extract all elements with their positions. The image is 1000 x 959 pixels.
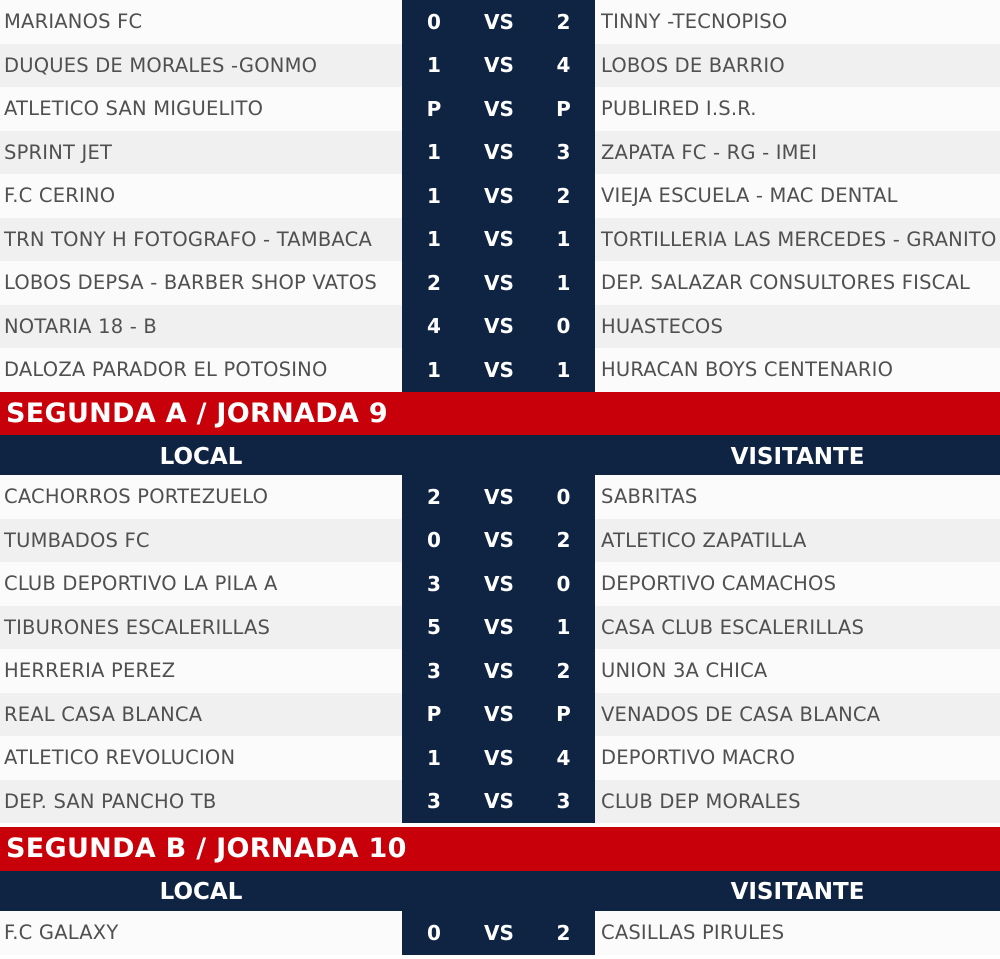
home-score: 1	[427, 745, 441, 770]
home-score: 1	[427, 140, 441, 165]
away-score: 2	[556, 920, 571, 945]
vs-label: VS	[484, 571, 514, 596]
match-row	[0, 261, 1000, 305]
score-block	[402, 174, 595, 218]
home-team: REAL CASA BLANCA	[0, 693, 402, 737]
score-block	[402, 44, 595, 88]
away-score: 4	[556, 745, 571, 770]
away-score: 4	[556, 53, 571, 78]
home-team: TUMBADOS FC	[0, 519, 402, 563]
match-row	[0, 736, 1000, 780]
away-score: 1	[556, 227, 571, 252]
home-score: 0	[427, 528, 441, 553]
score-block	[402, 305, 595, 349]
vs-label: VS	[484, 140, 514, 165]
score-block	[402, 261, 595, 305]
away-team: CASILLAS PIRULES	[595, 911, 1000, 955]
score-block	[402, 911, 595, 955]
vs-label: VS	[484, 314, 514, 339]
home-team: F.C CERINO	[0, 174, 402, 218]
home-team: SPRINT JET	[0, 131, 402, 175]
local-header: LOCAL	[159, 443, 243, 470]
match-row	[0, 131, 1000, 175]
away-team: HURACAN BOYS CENTENARIO	[595, 348, 1000, 392]
home-team: DUQUES DE MORALES -GONMO	[0, 44, 402, 88]
home-score: 1	[427, 357, 441, 382]
column-header	[0, 435, 1000, 479]
home-team: TIBURONES ESCALERILLAS	[0, 606, 402, 650]
away-team: TINNY -TECNOPISO	[595, 0, 1000, 44]
away-team: PUBLIRED I.S.R.	[595, 87, 1000, 131]
away-team: CLUB DEP MORALES	[595, 780, 1000, 824]
home-team: DEP. SAN PANCHO TB	[0, 780, 402, 824]
vs-label: VS	[484, 357, 514, 382]
home-team: CACHORROS PORTEZUELO	[0, 475, 402, 519]
match-row	[0, 0, 1000, 44]
away-team: UNION 3A CHICA	[595, 649, 1000, 693]
away-score: 2	[556, 658, 571, 683]
away-score: 3	[556, 789, 571, 814]
vs-label: VS	[484, 702, 514, 727]
away-team: LOBOS DE BARRIO	[595, 44, 1000, 88]
vs-label: VS	[484, 920, 514, 945]
vs-label: VS	[484, 615, 514, 640]
away-score: 1	[556, 615, 571, 640]
visitor-header: VISITANTE	[730, 879, 865, 906]
home-score: 0	[427, 920, 441, 945]
away-team: VIEJA ESCUELA - MAC DENTAL	[595, 174, 1000, 218]
away-team: TORTILLERIA LAS MERCEDES - GRANITO	[595, 218, 1000, 262]
home-score: 3	[427, 571, 441, 596]
score-block	[402, 562, 595, 606]
vs-label: VS	[484, 227, 514, 252]
vs-label: VS	[484, 9, 514, 34]
away-team: CASA CLUB ESCALERILLAS	[595, 606, 1000, 650]
local-header: LOCAL	[159, 879, 243, 906]
away-team: ZAPATA FC - RG - IMEI	[595, 131, 1000, 175]
score-block	[402, 649, 595, 693]
away-team: DEPORTIVO CAMACHOS	[595, 562, 1000, 606]
away-score: 1	[556, 357, 571, 382]
match-row	[0, 780, 1000, 824]
vs-label: VS	[484, 96, 514, 121]
home-score: 5	[427, 615, 441, 640]
away-score: 2	[556, 9, 571, 34]
column-header	[0, 871, 1000, 915]
score-block	[402, 693, 595, 737]
match-row	[0, 218, 1000, 262]
vs-label: VS	[484, 484, 514, 509]
vs-label: VS	[484, 789, 514, 814]
match-row	[0, 519, 1000, 563]
away-score: 2	[556, 183, 571, 208]
home-score: 3	[427, 658, 441, 683]
away-team: DEPORTIVO MACRO	[595, 736, 1000, 780]
score-block	[402, 736, 595, 780]
match-row	[0, 174, 1000, 218]
match-row	[0, 475, 1000, 519]
match-row	[0, 348, 1000, 392]
home-score: 0	[427, 9, 441, 34]
home-score: 1	[427, 227, 441, 252]
match-row	[0, 562, 1000, 606]
home-team: LOBOS DEPSA - BARBER SHOP VATOS	[0, 261, 402, 305]
home-score: 2	[427, 270, 441, 295]
vs-label: VS	[484, 745, 514, 770]
home-team: TRN TONY H FOTOGRAFO - TAMBACA	[0, 218, 402, 262]
score-block	[402, 131, 595, 175]
home-team: HERRERIA PEREZ	[0, 649, 402, 693]
score-block	[402, 348, 595, 392]
home-score: 1	[427, 53, 441, 78]
match-row	[0, 44, 1000, 88]
match-row	[0, 649, 1000, 693]
match-row	[0, 911, 1000, 955]
away-team: DEP. SALAZAR CONSULTORES FISCAL	[595, 261, 1000, 305]
match-row	[0, 305, 1000, 349]
away-team: SABRITAS	[595, 475, 1000, 519]
match-row	[0, 87, 1000, 131]
away-team: ATLETICO ZAPATILLA	[595, 519, 1000, 563]
score-block	[402, 519, 595, 563]
score-block	[402, 475, 595, 519]
home-team: CLUB DEPORTIVO LA PILA A	[0, 562, 402, 606]
away-score: 0	[556, 484, 571, 509]
away-team: VENADOS DE CASA BLANCA	[595, 693, 1000, 737]
score-block	[402, 0, 595, 44]
away-score: P	[556, 702, 571, 727]
section-title: SEGUNDA B / JORNADA 10	[0, 827, 1000, 871]
home-score: 4	[427, 314, 441, 339]
away-score: 0	[556, 571, 571, 596]
away-score: 3	[556, 140, 571, 165]
vs-label: VS	[484, 53, 514, 78]
away-score: P	[556, 96, 571, 121]
score-block	[402, 606, 595, 650]
match-row	[0, 693, 1000, 737]
score-block	[402, 780, 595, 824]
match-row	[0, 606, 1000, 650]
vs-label: VS	[484, 270, 514, 295]
home-team: ATLETICO SAN MIGUELITO	[0, 87, 402, 131]
home-team: ATLETICO REVOLUCION	[0, 736, 402, 780]
home-team: DALOZA PARADOR EL POTOSINO	[0, 348, 402, 392]
home-score: 3	[427, 789, 441, 814]
home-score: P	[426, 702, 442, 727]
away-score: 2	[556, 528, 571, 553]
visitor-header: VISITANTE	[730, 443, 865, 470]
vs-label: VS	[484, 528, 514, 553]
score-block	[402, 218, 595, 262]
score-block	[402, 87, 595, 131]
home-score: P	[426, 96, 442, 121]
home-team: F.C GALAXY	[0, 911, 402, 955]
home-score: 2	[427, 484, 441, 509]
home-team: NOTARIA 18 - B	[0, 305, 402, 349]
away-score: 1	[556, 270, 571, 295]
vs-label: VS	[484, 658, 514, 683]
section-title: SEGUNDA A / JORNADA 9	[0, 392, 1000, 436]
home-score: 1	[427, 183, 441, 208]
away-score: 0	[556, 314, 571, 339]
home-team: MARIANOS FC	[0, 0, 402, 44]
vs-label: VS	[484, 183, 514, 208]
away-team: HUASTECOS	[595, 305, 1000, 349]
